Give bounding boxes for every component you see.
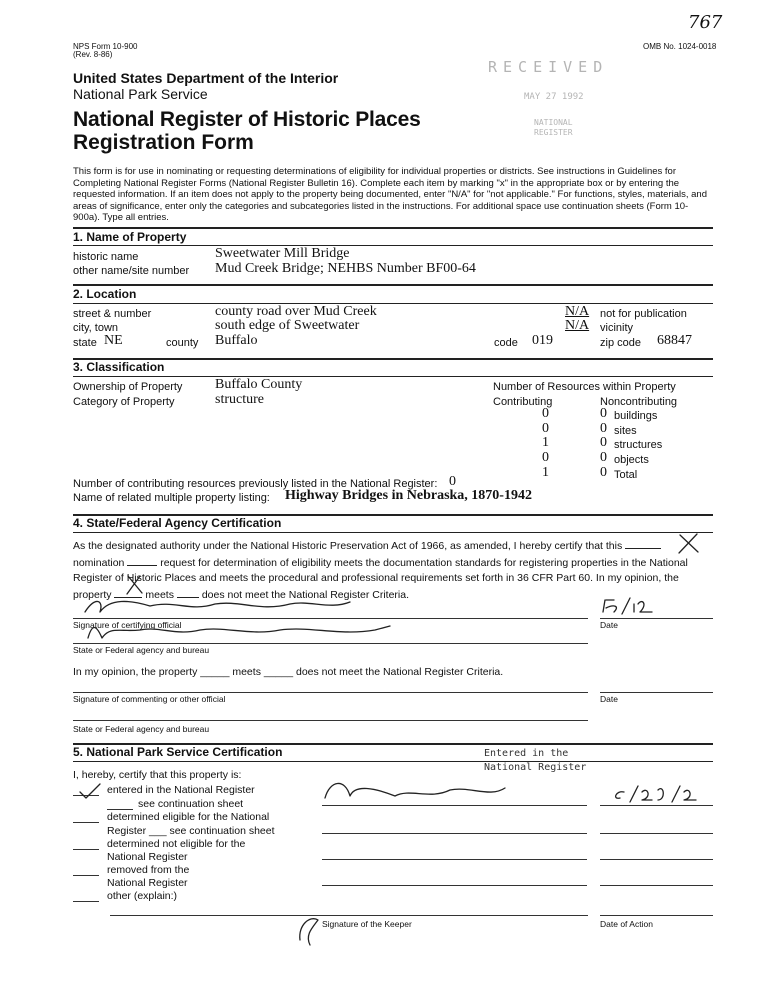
commenting-signature-label: Signature of commenting or other official — [73, 694, 226, 704]
other-option: other (explain:) — [107, 890, 178, 902]
code-label: code — [494, 337, 518, 349]
entered-stamp-1: Entered in the — [484, 748, 569, 759]
multiple-listing-label: Name of related multiple property listing: — [73, 492, 270, 504]
zip-value: 68847 — [657, 333, 692, 348]
removed-option: removed from the — [107, 864, 190, 876]
cert-text-b: nomination — [73, 556, 125, 569]
omb-number: OMB No. 1024-0018 — [643, 42, 717, 51]
state-label: state — [73, 337, 97, 349]
eligible-continuation: Register ___ see continuation sheet — [107, 825, 275, 837]
zip-label: zip code — [600, 337, 641, 349]
previously-listed-label: Number of contributing resources previously listed in the National Register: — [73, 478, 438, 490]
section-3-heading: 3. Classification — [73, 360, 165, 374]
opinion-text: In my opinion, the property _____ meets _____ does not meet the National Register Criteria. — [73, 666, 504, 678]
multiple-listing-value: Highway Bridges in Nebraska, 1870-1942 — [285, 488, 532, 503]
resource-label: Total — [614, 469, 638, 481]
noncontributing-count: 0 — [600, 406, 607, 421]
cert-text-a: As the designated authority under the National Historic Preservation Act of 1966, as amended, I hereby certify that this — [73, 540, 623, 552]
city-value: south edge of Sweetwater — [215, 318, 360, 333]
meets-check-mark — [127, 576, 142, 594]
county-label: county — [166, 337, 199, 349]
not-eligible-option: determined not eligible for the — [107, 838, 246, 850]
bureau-label: State or Federal agency and bureau — [73, 645, 210, 655]
other-name-label: other name/site number — [73, 265, 190, 277]
resources-title: Number of Resources within Property — [493, 381, 676, 393]
resource-label: buildings — [614, 410, 658, 422]
not-for-publication-label: not for publication — [600, 308, 687, 320]
form-id: NPS Form 10-900 — [73, 42, 138, 51]
other-name-value: Mud Creek Bridge; NEHBS Number BF00-64 — [215, 261, 476, 276]
state-value: NE — [104, 333, 123, 348]
certifying-date-label: Date — [600, 620, 618, 630]
stamp-line-1: RECEIVED — [488, 58, 609, 76]
historic-name-label: historic name — [73, 251, 139, 263]
noncontributing-count: 0 — [600, 450, 607, 465]
city-label: city, town — [73, 322, 119, 334]
section-5-heading: 5. National Park Service Certification — [73, 745, 283, 759]
contributing-count: 1 — [542, 435, 549, 450]
nps-certify-text: I, hereby, certify that this property is: — [73, 769, 242, 781]
section-1-heading: 1. Name of Property — [73, 230, 187, 244]
resource-label: objects — [614, 454, 649, 466]
action-date-scrawl — [616, 786, 696, 802]
category-label: Category of Property — [73, 396, 175, 408]
entered-check-mark — [80, 784, 100, 798]
street-value: county road over Mud Creek — [215, 304, 377, 319]
stamp-line-2: MAY 27 1992 — [524, 92, 584, 102]
historic-name-value: Sweetwater Mill Bridge — [215, 246, 350, 261]
form-title-2: Registration Form — [73, 131, 254, 154]
resource-label: structures — [614, 439, 663, 451]
eligible-option: determined eligible for the National — [107, 811, 270, 823]
keeper-initial-scrawl — [300, 919, 318, 945]
noncontributing-count: 0 — [600, 465, 607, 480]
entered-option: entered in the National Register — [107, 784, 255, 796]
bureau-label-2: State or Federal agency and bureau — [73, 724, 210, 734]
service: National Park Service — [73, 86, 208, 102]
vicinity-label: vicinity — [600, 322, 634, 334]
agency-scrawl — [88, 626, 390, 638]
county-value: Buffalo — [215, 333, 258, 348]
section-2-heading: 2. Location — [73, 287, 137, 301]
contributing-count: 0 — [542, 450, 549, 465]
noncontributing-header: Noncontributing — [600, 396, 678, 408]
form-title-1: National Register of Historic Places — [73, 108, 421, 131]
keeper-signature-scrawl — [325, 783, 505, 798]
na-vicinity: N/A — [565, 318, 590, 333]
keeper-signature-label: Signature of the Keeper — [322, 919, 412, 929]
department: United States Department of the Interior — [73, 70, 339, 86]
date-of-action-label: Date of Action — [600, 919, 653, 929]
resource-label: sites — [614, 425, 637, 437]
entered-stamp-2: National Register — [484, 762, 587, 773]
contributing-count: 0 — [542, 406, 549, 421]
stamp-line-4: REGISTER — [534, 128, 573, 137]
intro-instructions: This form is for use in nominating or requesting determinations of eligibility for individual properties or districts. See instructions in Guidelines for Completing National Register Forms (National Register Bulletin 16). Complete each item by marking "x" in the appropriate box or by entering the requested information. If an item does not apply to the property being documented, enter "N/A" for "not applicable." For functions, styles, materials, and areas of significance, enter only the categories and subcategories listed in the instructions. For additional space use continuation sheets (Form 10-900a). Type all entries. — [73, 166, 707, 224]
certifying-signature-scrawl — [85, 601, 350, 612]
street-label: street & number — [73, 308, 152, 320]
not-eligible-option-2: National Register — [107, 851, 188, 863]
contributing-count: 1 — [542, 465, 549, 480]
certifying-date-scrawl — [603, 598, 652, 614]
removed-option-2: National Register — [107, 877, 188, 889]
code-value: 019 — [532, 333, 553, 348]
form-rev: (Rev. 8-86) — [73, 50, 113, 59]
na-publication: N/A — [565, 304, 590, 319]
page-number: 767 — [688, 12, 723, 33]
noncontributing-count: 0 — [600, 421, 607, 436]
commenting-date-label: Date — [600, 694, 618, 704]
cert-text-e: does not meet the National Register Criteria. — [201, 588, 409, 601]
cert-text-d: meets — [145, 588, 174, 601]
category-value: structure — [215, 392, 264, 407]
section-4-heading: 4. State/Federal Agency Certification — [73, 516, 282, 530]
nomination-check-mark — [679, 534, 698, 553]
cert-text-c: request for determination of eligibility meets the documentation standards for registering properties in the National Register of Historic Places and meets the procedural and professional requirements set forth in 36 CFR Part 60. In my opinion, the property — [73, 556, 688, 601]
previously-listed-value: 0 — [449, 474, 456, 489]
contributing-header: Contributing — [493, 396, 553, 408]
ownership-label: Ownership of Property — [73, 381, 183, 393]
stamp-line-3: NATIONAL — [534, 118, 573, 127]
ownership-value: Buffalo County — [215, 377, 303, 392]
contributing-count: 0 — [542, 421, 549, 436]
continuation-option-1: see continuation sheet — [138, 798, 244, 810]
noncontributing-count: 0 — [600, 435, 607, 450]
certifying-signature-label: Signature of certifying official — [73, 620, 182, 630]
